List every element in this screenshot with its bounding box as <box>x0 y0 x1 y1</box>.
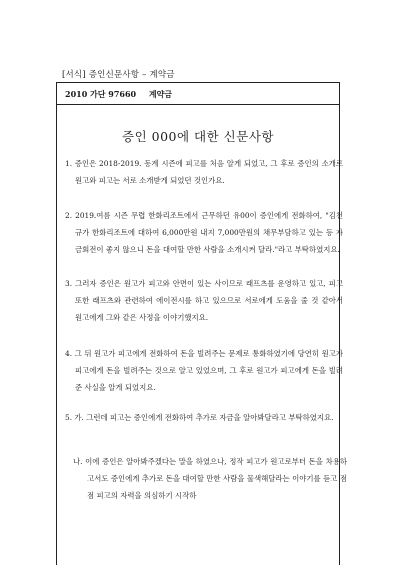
question-number: 5. 가. <box>65 413 87 422</box>
document-frame <box>56 82 347 565</box>
case-line <box>65 89 182 100</box>
question-item-2 <box>65 207 343 258</box>
case-number: 2010 가단 97660 <box>65 89 137 99</box>
question-item-1 <box>65 155 343 189</box>
question-number: 1. <box>65 159 75 168</box>
question-text: 이에 증인은 알아봐주겠다는 말을 하였으나, 정작 피고가 원고로부터 돈을 차용하고서도 증인에게 추가로 돈을 대여할 만한 사람을 물색해달라는 이야기를 듣고 점점 피고의 자력을 의심하기 시작하 <box>85 457 347 500</box>
question-text: 그러자 증인은 원고가 피고와 안면이 있는 사이므로 래프츠를 운영하고 있고, 피고 또한 래프츠와 관련하여 에이전시를 하고 있으므로 서로에게 도움을 줄 것 같아서 원고에게 그와 같은 사정을 이야기했지요. <box>75 279 343 322</box>
question-item-4 <box>65 345 343 396</box>
question-number: 4. <box>65 349 75 358</box>
question-text: 증인은 2018-2019. 동계 시즌에 피고를 처음 알게 되었고, 그 후로 증인의 소개로 원고와 피고는 서로 소개받게 되었던 것인가요. <box>74 159 344 185</box>
question-item-5b <box>73 453 347 504</box>
question-number: 나. <box>73 457 86 466</box>
question-text: 그런데 피고는 증인에게 전화하여 추가로 자금을 알아봐달라고 부탁하였지요. <box>86 413 334 422</box>
question-number: 3. <box>65 279 76 288</box>
question-text: 그 뒤 원고가 피고에게 전화하여 돈을 빌려주는 문제로 통화하였기에 당연히 원고가 피고에게 돈을 빌려주는 것으로 알고 있었으며, 그 후로 원고가 피고에게 돈을 빌려준 사실을 알게 되었지요. <box>74 349 344 392</box>
question-number: 2. <box>65 211 76 220</box>
question-text: 2019.여름 시즌 무렵 한화리조트에서 근무하던 유00이 증인에게 전화하여, "김천규가 한화리조트에 대하여 6,000만원 내지 7,000만원의 채무부담하고 있는 등 자금회전이 좋지 않으니 돈을 대여할 만한 사람을 소개시켜 달라."라고 부탁하였지요. <box>75 211 343 254</box>
question-item-3 <box>65 275 343 326</box>
form-header: [서식] 증인신문사항 – 계약금 <box>62 70 175 80</box>
document-title: 증인 000에 대한 신문사항 <box>122 129 274 144</box>
case-divider <box>57 104 339 105</box>
question-item-5a <box>65 409 353 426</box>
case-name: 계약금 <box>148 89 173 99</box>
